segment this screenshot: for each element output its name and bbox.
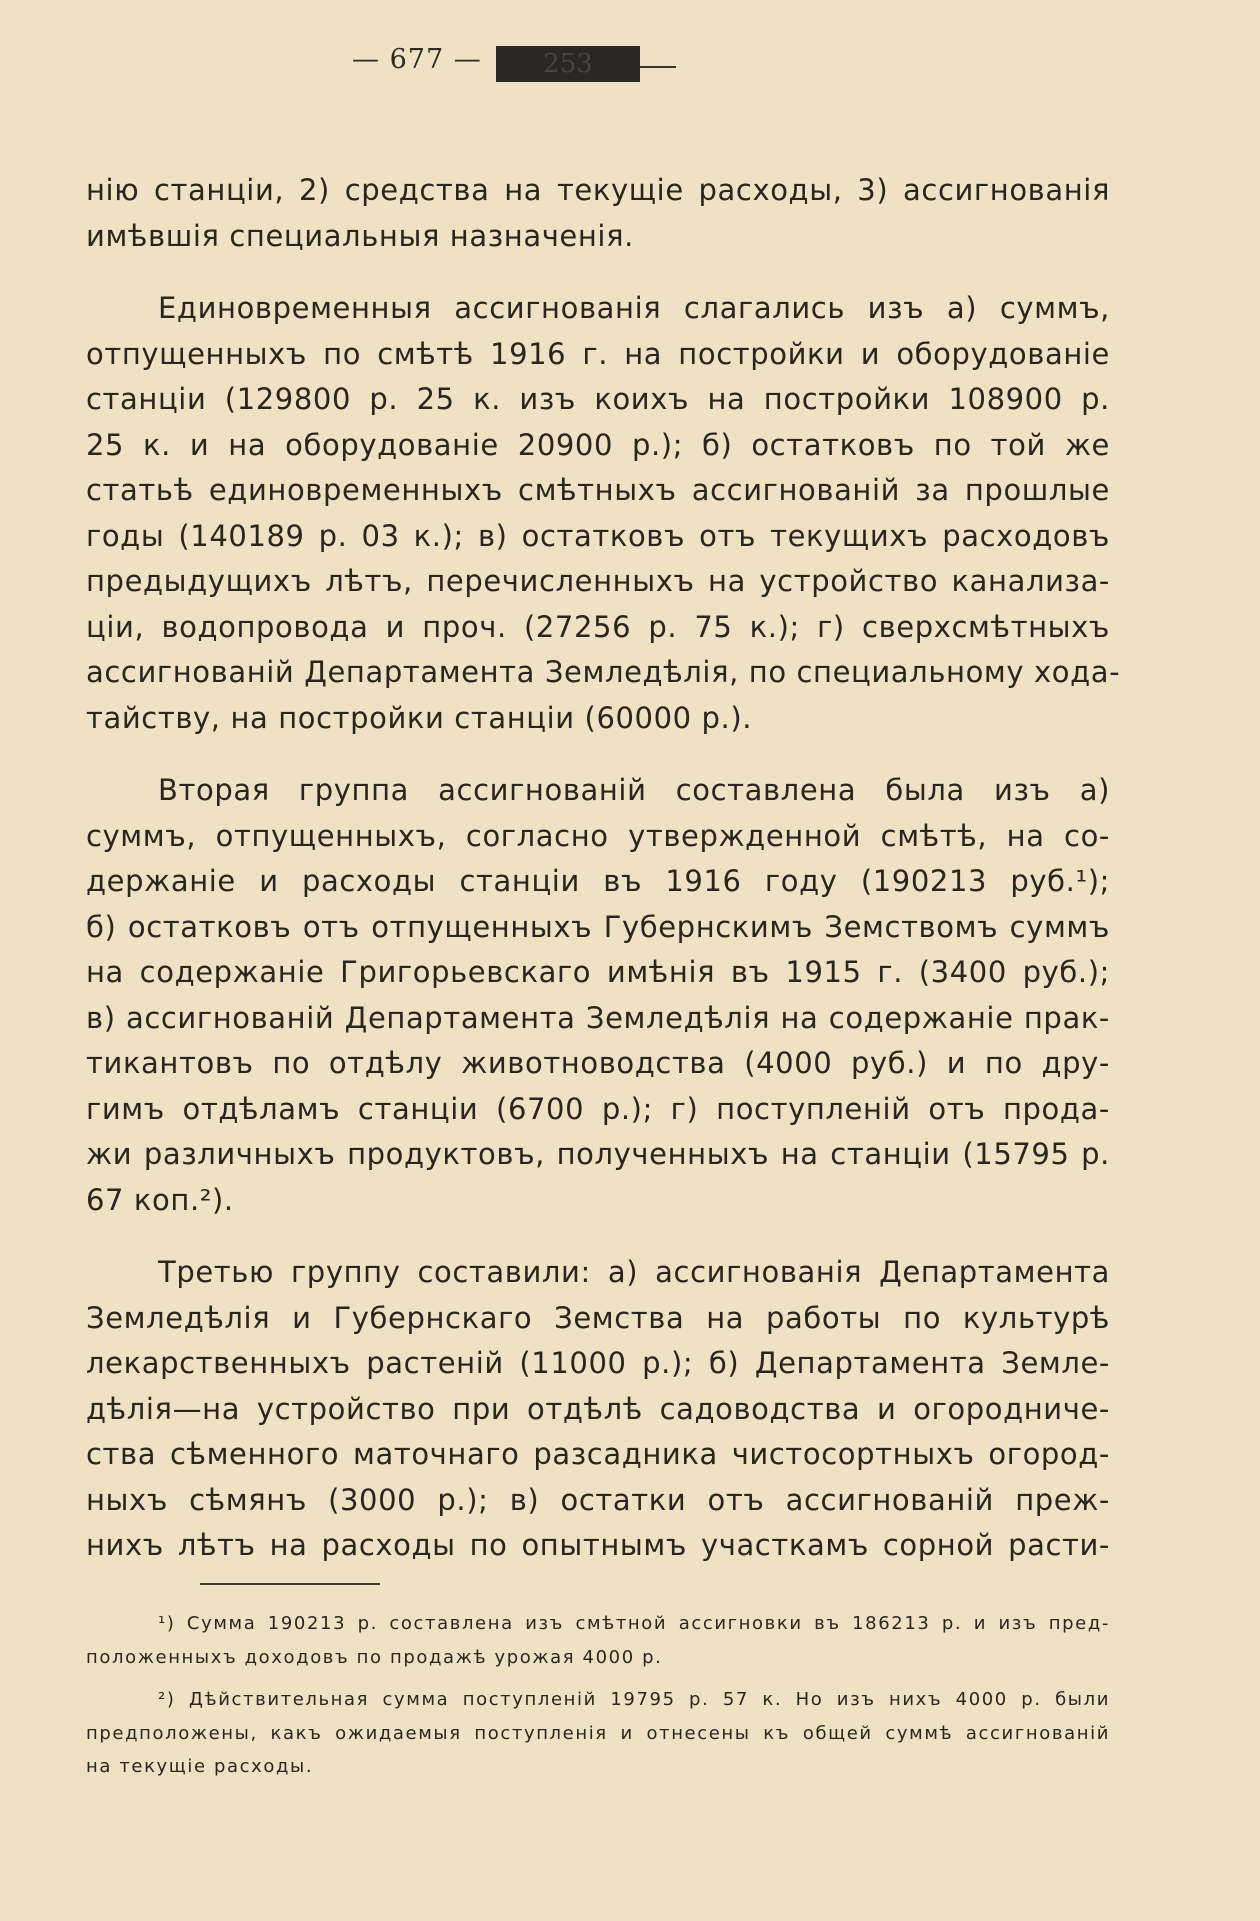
footnote-line: положенныхъ доходовъ по продажѣ урожая 4000 р. xyxy=(86,1646,663,1668)
text-line: б) остатковъ отъ отпущенныхъ Губернскимъ Земствомъ суммъ xyxy=(86,909,1110,944)
text-line: жи различныхъ продуктовъ, полученныхъ на станціи (15795 р. xyxy=(86,1137,1110,1171)
text-line: держаніе и расходы станціи въ 1916 году (190213 руб.¹); xyxy=(86,864,1110,898)
stamp-number: 253 xyxy=(543,49,593,79)
text-line: Земледѣлія и Губернскаго Земства на работы по культурѣ xyxy=(86,1300,1110,1335)
text-line: ныхъ сѣмянъ (3000 р.); в) остатки отъ ассигнованій преж- xyxy=(86,1482,1110,1517)
text-line: нію станціи, 2) средства на текущіе расходы, 3) ассигнованія xyxy=(86,173,1110,207)
text-line: имѣвшія специальныя назначенія. xyxy=(86,218,634,253)
paragraph-4 xyxy=(86,1250,1110,1569)
text-line: лекарственныхъ растеній (11000 р.); б) Департамента Земле- xyxy=(86,1346,1110,1380)
text-line: в) ассигнованій Департамента Земледѣлія на содержаніе прак- xyxy=(86,1000,1110,1035)
text-line: дѣлія—на устройство при отдѣлѣ садоводства и огородниче- xyxy=(86,1391,1110,1426)
footnote-line: ²) Дѣйствительная сумма поступленій 19795 р. 57 к. Но изъ нихъ 4000 р. были xyxy=(158,1689,1110,1710)
footnote-rule xyxy=(200,1583,380,1585)
paragraph-2 xyxy=(86,286,1121,741)
text-line: статьѣ единовременныхъ смѣтныхъ ассигнованій за прошлые xyxy=(86,473,1110,507)
paragraph-3 xyxy=(86,768,1110,1223)
library-stamp xyxy=(496,46,640,82)
text-line: предыдущихъ лѣтъ, перечисленныхъ на устройство канализа- xyxy=(86,564,1110,598)
text-line: отпущенныхъ по смѣтѣ 1916 г. на постройки и оборудованіе xyxy=(86,336,1110,371)
stamp-dash xyxy=(640,66,676,68)
body-text xyxy=(86,168,1121,1596)
text-line: тикантовъ по отдѣлу животноводства (4000 руб.) и по дру- xyxy=(86,1046,1110,1080)
footnote-line: на текущіе расходы. xyxy=(86,1756,314,1777)
text-line: нихъ лѣтъ на расходы по опытнымъ участкамъ сорной расти- xyxy=(86,1528,1110,1562)
text-line: 25 к. и на оборудованіе 20900 р.); б) остатковъ по той же xyxy=(86,427,1110,462)
footnote-2 xyxy=(86,1683,1110,1784)
footnote-1 xyxy=(86,1607,1110,1674)
footnotes xyxy=(86,1607,1110,1784)
text-line: тайству, на постройки станціи (60000 р.). xyxy=(86,700,753,735)
text-line: годы (140189 р. 03 к.); в) остатковъ отъ текущихъ расходовъ xyxy=(86,518,1110,553)
text-line: суммъ, отпущенныхъ, согласно утвержденной смѣтѣ, на со- xyxy=(86,818,1110,853)
text-line: ства сѣменного маточнаго разсадника чистосортныхъ огород- xyxy=(86,1437,1110,1471)
text-line: Вторая группа ассигнованій составлена была изъ а) xyxy=(158,773,1110,807)
text-line: на содержаніе Григорьевскаго имѣнія въ 1915 г. (3400 руб.); xyxy=(86,955,1110,989)
text-line: 67 коп.²). xyxy=(86,1182,234,1217)
text-line: гимъ отдѣламъ станціи (6700 р.); г) поступленій отъ прода- xyxy=(86,1091,1110,1126)
footnote-line: предположены, какъ ожидаемыя поступленія и отнесены къ общей суммѣ ассигнованій xyxy=(86,1722,1110,1744)
text-line: ціи, водопровода и проч. (27256 р. 75 к.); г) сверхсмѣтныхъ xyxy=(86,609,1110,644)
text-line: Третью группу составили: а) ассигнованія Департамента xyxy=(158,1255,1110,1289)
paragraph-1 xyxy=(86,168,1110,259)
page-number: — 677 — xyxy=(352,44,482,75)
text-line: станціи (129800 р. 25 к. изъ коихъ на постройки 108900 р. xyxy=(86,382,1110,416)
text-line: Единовременныя ассигнованія слагались изъ а) суммъ, xyxy=(158,291,1110,325)
text-line: ассигнованій Департамента Земледѣлія, по специальному хода- xyxy=(86,655,1121,689)
footnote-line: ¹) Сумма 190213 р. составлена изъ смѣтной ассигновки въ 186213 р. и изъ пред- xyxy=(158,1613,1110,1634)
